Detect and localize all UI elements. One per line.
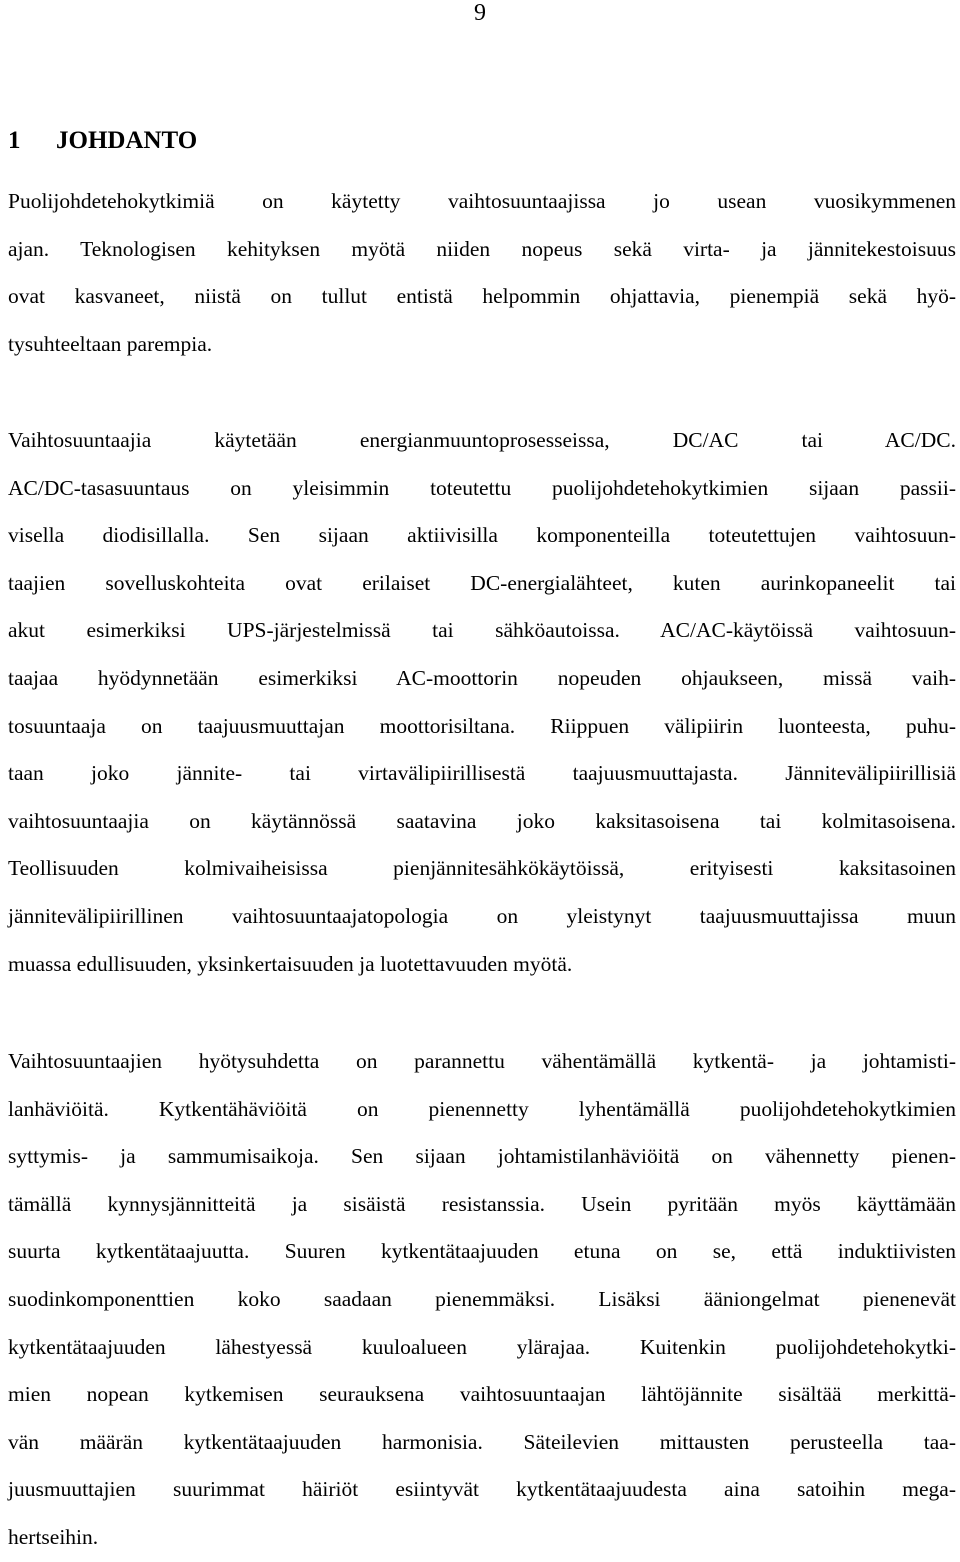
paragraph-line: ovat kasvaneet, niistä on tullut entistä helpommin ohjattavia, pienempiä sekä hyö- bbox=[8, 284, 956, 309]
paragraph-line: taan joko jännite- tai virtavälipiirillisestä taajuusmuuttajasta. Jännitevälipiirillisiä bbox=[8, 761, 956, 786]
page-number: 9 bbox=[474, 0, 486, 26]
paragraph-line: visella diodisillalla. Sen sijaan aktiivisilla komponenteilla toteutettujen vaihtosuun- bbox=[8, 523, 956, 548]
paragraph-line: vaihtosuuntaajia on käytännössä saatavina joko kaksitasoisena tai kolmitasoisena. bbox=[8, 808, 956, 833]
paragraph-line: syttymis- ja sammumisaikoja. Sen sijaan johtamistilanhäviöitä on vähennetty pienen- bbox=[8, 1144, 956, 1169]
paragraph-line: mien nopean kytkemisen seurauksena vaihtosuuntaajan lähtöjännite sisältää merkittä- bbox=[8, 1382, 956, 1407]
paragraph-line: muassa edullisuuden, yksinkertaisuuden ja luotettavuuden myötä. bbox=[8, 951, 573, 976]
paragraph-line: AC/DC-tasasuuntaus on yleisimmin toteutettu puolijohdetehokytkimien sijaan passii- bbox=[8, 475, 956, 500]
paragraph-line: Vaihtosuuntaajien hyötysuhdetta on parannettu vähentämällä kytkentä- ja johtamisti- bbox=[8, 1049, 956, 1073]
paragraph-line: lanhäviöitä. Kytkentähäviöitä on pienennetty lyhentämällä puolijohdetehokytkimien bbox=[8, 1096, 956, 1121]
paragraph-line: Puolijohdetehokytkimiä on käytetty vaihtosuuntaajissa jo usean vuosikymmenen bbox=[8, 189, 956, 213]
paragraph-2 bbox=[8, 417, 956, 988]
paragraph-1 bbox=[8, 178, 956, 368]
section-heading bbox=[8, 126, 197, 156]
paragraph-line: suurta kytkentätaajuutta. Suuren kytkentätaajuuden etuna on se, että induktiivisten bbox=[8, 1239, 956, 1264]
paragraph-line: juusmuuttajien suurimmat häiriöt esiintyvät kytkentätaajuudesta aina satoihin mega- bbox=[8, 1477, 956, 1502]
paragraph-line: taajaa hyödynnetään esimerkiksi AC-moottorin nopeuden ohjaukseen, missä vaih- bbox=[8, 665, 956, 690]
paragraph-line: jännitevälipiirillinen vaihtosuuntaajatopologia on yleistynyt taajuusmuuttajissa muun bbox=[8, 903, 956, 928]
paragraph-3 bbox=[8, 1038, 956, 1562]
section-title: JOHDANTO bbox=[56, 127, 198, 154]
paragraph-line: suodinkomponenttien koko saadaan pienemmäksi. Lisäksi ääniongelmat pienenevät bbox=[8, 1286, 956, 1311]
paragraph-line: hertseihin. bbox=[8, 1524, 99, 1549]
section-number: 1 bbox=[8, 127, 21, 154]
paragraph-line: vän määrän kytkentätaajuuden harmonisia. Säteilevien mittausten perusteella taa- bbox=[8, 1429, 956, 1454]
paragraph-line: Vaihtosuuntaajia käytetään energianmuuntoprosesseissa, DC/AC tai AC/DC. bbox=[8, 428, 956, 452]
paragraph-line: Teollisuuden kolmivaiheisissa pienjännitesähkökäytöissä, erityisesti kaksitasoinen bbox=[8, 856, 956, 881]
paragraph-line: kytkentätaajuuden lähestyessä kuuloalueen ylärajaa. Kuitenkin puolijohdetehokytki- bbox=[8, 1334, 956, 1359]
paragraph-line: taajien sovelluskohteita ovat erilaiset DC-energialähteet, kuten aurinkopaneelit tai bbox=[8, 570, 956, 595]
paragraph-line: akut esimerkiksi UPS-järjestelmissä tai sähköautoissa. AC/AC-käytöissä vaihtosuun- bbox=[8, 618, 956, 643]
paragraph-line: tysuhteeltaan parempia. bbox=[8, 331, 213, 356]
paragraph-line: tämällä kynnysjännitteitä ja sisäistä resistanssia. Usein pyritään myös käyttämään bbox=[8, 1191, 956, 1216]
paragraph-line: ajan. Teknologisen kehityksen myötä niiden nopeus sekä virta- ja jännitekestoisuus bbox=[8, 236, 956, 261]
paragraph-line: tosuuntaaja on taajuusmuuttajan moottorisiltana. Riippuen välipiirin luonteesta, puhu- bbox=[8, 713, 956, 738]
